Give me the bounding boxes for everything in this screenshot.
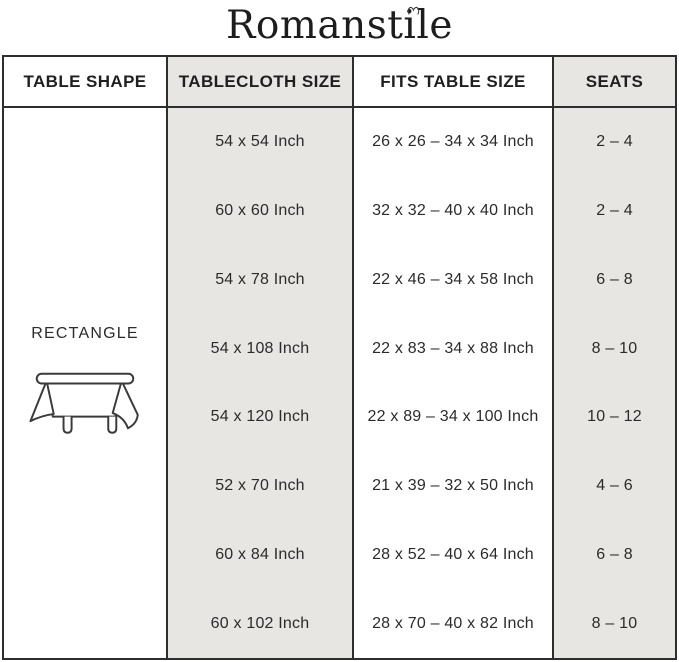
brand-logo: [0, 0, 679, 55]
rectangle-tablecloth-icon: [26, 369, 144, 441]
table-shape-cell: [4, 108, 168, 658]
tablecloth-size-cell: 52 x 70 Inch: [168, 452, 354, 521]
tablecloth-size-cell: 54 x 78 Inch: [168, 246, 354, 315]
fits-table-size-cell: 22 x 46 – 34 x 58 Inch: [354, 246, 554, 315]
seats-cell: 8 – 10: [554, 314, 675, 383]
seats-cell: 6 – 8: [554, 521, 675, 590]
fits-table-size-cell: 32 x 32 – 40 x 40 Inch: [354, 177, 554, 246]
tablecloth-size-cell: 54 x 54 Inch: [168, 108, 354, 177]
fits-table-size-cell: 22 x 83 – 34 x 88 Inch: [354, 314, 554, 383]
seats-cell: 2 – 4: [554, 177, 675, 246]
seats-cell: 10 – 12: [554, 383, 675, 452]
fits-table-size-cell: 28 x 52 – 40 x 64 Inch: [354, 521, 554, 590]
tablecloth-size-cell: 60 x 84 Inch: [168, 521, 354, 590]
fits-table-size-cell: 21 x 39 – 32 x 50 Inch: [354, 452, 554, 521]
size-chart-table: [2, 55, 677, 660]
column-header-table-shape: TABLE SHAPE: [4, 57, 168, 108]
seats-cell: 4 – 6: [554, 452, 675, 521]
seats-cell: 2 – 4: [554, 108, 675, 177]
fits-table-size-cell: 26 x 26 – 34 x 34 Inch: [354, 108, 554, 177]
fits-table-size-cell: 22 x 89 – 34 x 100 Inch: [354, 383, 554, 452]
butterfly-ornament-icon: [406, 2, 422, 16]
shape-label: RECTANGLE: [31, 325, 139, 342]
tablecloth-size-cell: 60 x 60 Inch: [168, 177, 354, 246]
tablecloth-size-cell: 54 x 108 Inch: [168, 314, 354, 383]
tablecloth-size-cell: 54 x 120 Inch: [168, 383, 354, 452]
seats-cell: 8 – 10: [554, 589, 675, 658]
column-header-fits-table-size: FITS TABLE SIZE: [354, 57, 554, 108]
brand-logo-text: Romanstile: [226, 3, 453, 48]
column-header-seats: SEATS: [554, 57, 675, 108]
fits-table-size-cell: 28 x 70 – 40 x 82 Inch: [354, 589, 554, 658]
tablecloth-size-cell: 60 x 102 Inch: [168, 589, 354, 658]
seats-cell: 6 – 8: [554, 246, 675, 315]
column-header-tablecloth-size: TABLECLOTH SIZE: [168, 57, 354, 108]
